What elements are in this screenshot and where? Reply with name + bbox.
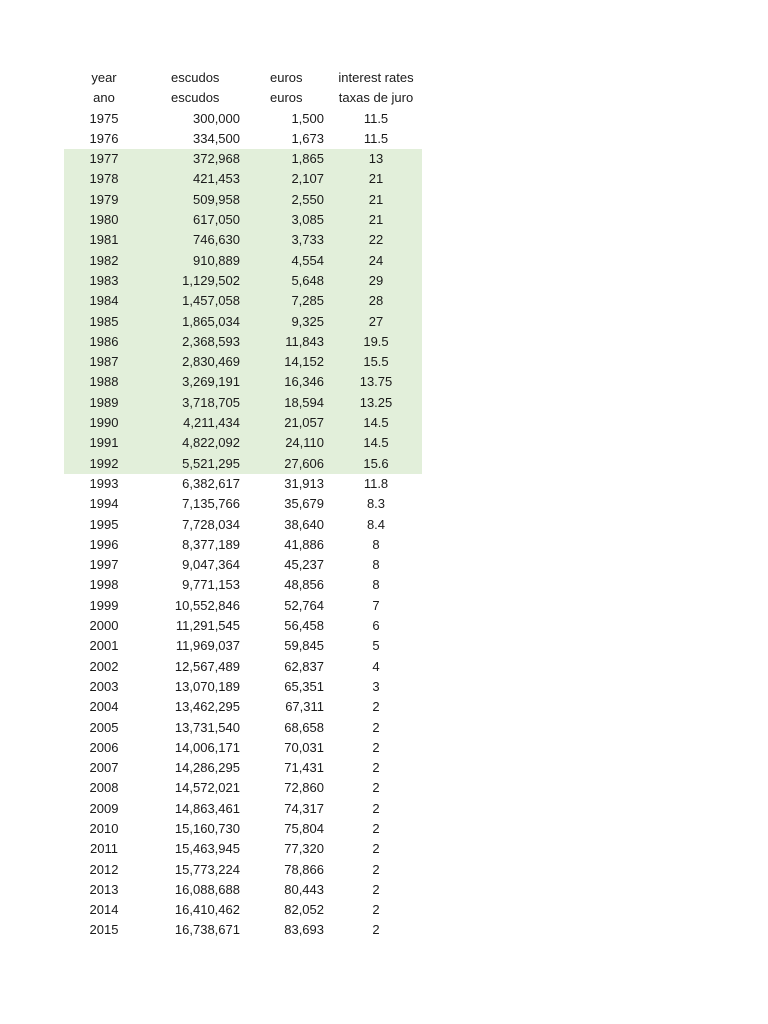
cell-year: 2008 xyxy=(89,780,119,796)
cell-euros: 72,860 xyxy=(284,780,324,796)
cell-year: 1996 xyxy=(89,536,119,552)
cell-escudos: 746,630 xyxy=(193,232,240,248)
cell-interest-rate: 15.6 xyxy=(363,455,389,471)
cell-euros: 2,550 xyxy=(291,191,324,207)
cell-escudos: 13,462,295 xyxy=(174,699,240,715)
table-row xyxy=(64,352,422,372)
cell-escudos: 910,889 xyxy=(193,252,240,268)
cell-interest-rate: 14.5 xyxy=(363,415,389,431)
cell-escudos: 12,567,489 xyxy=(174,658,240,674)
cell-escudos: 14,863,461 xyxy=(174,800,240,816)
cell-euros: 21,057 xyxy=(284,415,324,431)
cell-euros: 78,866 xyxy=(284,861,324,877)
table-row xyxy=(64,697,422,717)
table-row xyxy=(64,169,422,189)
header-escudos-pt: escudos xyxy=(171,90,220,106)
cell-escudos: 15,463,945 xyxy=(174,841,240,857)
cell-euros: 5,648 xyxy=(291,272,324,288)
cell-interest-rate: 2 xyxy=(372,820,380,836)
cell-euros: 1,673 xyxy=(291,130,324,146)
cell-escudos: 9,047,364 xyxy=(182,557,240,573)
cell-euros: 45,237 xyxy=(284,557,324,573)
cell-euros: 11,843 xyxy=(285,333,324,349)
cell-interest-rate: 14.5 xyxy=(363,435,389,451)
cell-escudos: 2,368,593 xyxy=(182,333,240,349)
cell-escudos: 10,552,846 xyxy=(174,597,240,613)
cell-euros: 74,317 xyxy=(284,800,324,816)
table-row xyxy=(64,413,422,433)
cell-interest-rate: 2 xyxy=(372,841,380,857)
cell-interest-rate: 2 xyxy=(372,760,380,776)
cell-interest-rate: 27 xyxy=(368,313,384,329)
cell-escudos: 16,410,462 xyxy=(174,902,240,918)
cell-interest-rate: 5 xyxy=(372,638,380,654)
cell-euros: 14,152 xyxy=(284,354,324,370)
cell-interest-rate: 2 xyxy=(372,861,380,877)
cell-year: 1978 xyxy=(89,171,119,187)
cell-interest-rate: 4 xyxy=(372,658,380,674)
cell-interest-rate: 19.5 xyxy=(363,333,389,349)
cell-escudos: 617,050 xyxy=(193,212,240,228)
cell-interest-rate: 11.8 xyxy=(363,475,389,491)
cell-year: 1975 xyxy=(89,110,119,126)
cell-escudos: 11,291,545 xyxy=(175,618,240,634)
table-row xyxy=(64,758,422,778)
table-row xyxy=(64,920,422,940)
cell-escudos: 1,865,034 xyxy=(182,313,240,329)
table-row xyxy=(64,109,422,129)
cell-escudos: 9,771,153 xyxy=(182,577,240,593)
cell-escudos: 3,269,191 xyxy=(182,374,240,390)
cell-euros: 38,640 xyxy=(284,516,324,532)
cell-year: 1994 xyxy=(89,496,119,512)
cell-year: 1989 xyxy=(89,394,119,410)
cell-interest-rate: 13.25 xyxy=(359,394,393,410)
cell-year: 1993 xyxy=(89,475,119,491)
cell-escudos: 3,718,705 xyxy=(182,394,240,410)
table-row xyxy=(64,230,422,250)
header-row xyxy=(64,68,422,88)
cell-year: 2011 xyxy=(90,841,118,857)
table-row xyxy=(64,454,422,474)
cell-interest-rate: 8.4 xyxy=(366,516,386,532)
table-row xyxy=(64,494,422,514)
cell-interest-rate: 2 xyxy=(372,699,380,715)
cell-euros: 41,886 xyxy=(284,536,324,552)
cell-euros: 7,285 xyxy=(291,293,324,309)
table-row xyxy=(64,271,422,291)
cell-year: 2000 xyxy=(89,618,119,634)
cell-euros: 56,458 xyxy=(284,618,324,634)
cell-year: 2015 xyxy=(89,922,119,938)
cell-escudos: 7,135,766 xyxy=(182,496,240,512)
cell-interest-rate: 2 xyxy=(372,922,380,938)
cell-euros: 65,351 xyxy=(284,678,324,694)
header-euros: euros xyxy=(270,70,303,85)
table-row xyxy=(64,880,422,900)
cell-euros: 3,085 xyxy=(291,212,324,228)
cell-euros: 35,679 xyxy=(284,496,324,512)
cell-year: 2013 xyxy=(89,881,119,897)
cell-euros: 2,107 xyxy=(291,171,324,187)
cell-interest-rate: 21 xyxy=(368,212,384,228)
cell-interest-rate: 22 xyxy=(368,232,384,248)
table-row xyxy=(64,433,422,453)
header-interest-rates: interest rates xyxy=(338,70,414,85)
cell-year: 1982 xyxy=(89,252,119,268)
header-ano: ano xyxy=(93,90,115,106)
table-row xyxy=(64,778,422,798)
cell-year: 1977 xyxy=(89,151,119,167)
cell-escudos: 4,211,434 xyxy=(183,415,240,431)
cell-year: 1984 xyxy=(89,293,119,309)
cell-year: 1986 xyxy=(89,333,119,349)
cell-euros: 18,594 xyxy=(284,394,324,410)
table-row xyxy=(64,636,422,656)
cell-euros: 71,431 xyxy=(284,760,324,776)
cell-escudos: 14,006,171 xyxy=(174,739,240,755)
cell-euros: 70,031 xyxy=(284,739,324,755)
table-row xyxy=(64,332,422,352)
cell-euros: 80,443 xyxy=(284,881,324,897)
table-row xyxy=(64,575,422,595)
cell-euros: 59,845 xyxy=(284,638,324,654)
cell-interest-rate: 29 xyxy=(368,272,384,288)
table-row xyxy=(64,596,422,616)
cell-year: 1980 xyxy=(89,212,119,228)
table-row xyxy=(64,190,422,210)
cell-euros: 82,052 xyxy=(284,902,324,918)
cell-euros: 75,804 xyxy=(284,820,324,836)
cell-euros: 83,693 xyxy=(284,922,324,938)
cell-year: 1995 xyxy=(89,516,119,532)
table-row xyxy=(64,616,422,636)
cell-escudos: 11,969,037 xyxy=(175,638,240,654)
cell-year: 1990 xyxy=(89,415,119,431)
cell-euros: 1,865 xyxy=(291,151,324,167)
header-escudos: escudos xyxy=(171,70,220,85)
cell-interest-rate: 2 xyxy=(372,780,380,796)
cell-year: 2002 xyxy=(89,658,119,674)
table-row xyxy=(64,535,422,555)
cell-escudos: 14,572,021 xyxy=(174,780,240,796)
cell-interest-rate: 2 xyxy=(372,800,380,816)
cell-escudos: 4,822,092 xyxy=(182,435,240,451)
cell-escudos: 2,830,469 xyxy=(182,354,240,370)
cell-escudos: 6,382,617 xyxy=(182,475,240,491)
cell-year: 2004 xyxy=(89,699,119,715)
cell-escudos: 13,070,189 xyxy=(174,678,240,694)
cell-escudos: 1,457,058 xyxy=(182,293,240,309)
cell-interest-rate: 8 xyxy=(372,557,380,573)
table-row xyxy=(64,900,422,920)
cell-interest-rate: 13 xyxy=(368,151,384,167)
cell-year: 1991 xyxy=(89,435,119,451)
cell-year: 1981 xyxy=(89,232,119,248)
spreadsheet-table xyxy=(64,68,422,941)
cell-euros: 77,320 xyxy=(284,841,324,857)
table-row xyxy=(64,515,422,535)
table-row xyxy=(64,474,422,494)
header-euros-pt: euros xyxy=(270,90,303,106)
table-row xyxy=(64,657,422,677)
cell-escudos: 16,088,688 xyxy=(174,881,240,897)
cell-euros: 52,764 xyxy=(284,597,324,613)
header-row-portuguese xyxy=(64,88,422,108)
table-row xyxy=(64,738,422,758)
cell-interest-rate: 3 xyxy=(372,678,380,694)
cell-interest-rate: 2 xyxy=(372,881,380,897)
table-row xyxy=(64,291,422,311)
cell-euros: 67,311 xyxy=(285,699,324,715)
cell-year: 2007 xyxy=(89,760,119,776)
cell-interest-rate: 21 xyxy=(368,171,384,187)
table-row xyxy=(64,149,422,169)
cell-euros: 48,856 xyxy=(284,577,324,593)
cell-year: 2001 xyxy=(89,638,119,654)
table-row xyxy=(64,251,422,271)
cell-year: 1997 xyxy=(89,557,119,573)
cell-euros: 31,913 xyxy=(284,475,324,491)
cell-escudos: 13,731,540 xyxy=(174,719,240,735)
cell-escudos: 14,286,295 xyxy=(174,760,240,776)
cell-euros: 68,658 xyxy=(284,719,324,735)
cell-escudos: 372,968 xyxy=(193,151,240,167)
table-row xyxy=(64,677,422,697)
table-row xyxy=(64,555,422,575)
table-row xyxy=(64,839,422,859)
cell-euros: 1,500 xyxy=(291,110,324,126)
cell-interest-rate: 15.5 xyxy=(363,354,389,370)
cell-euros: 4,554 xyxy=(291,252,324,268)
cell-escudos: 1,129,502 xyxy=(182,272,240,288)
cell-escudos: 509,958 xyxy=(193,191,240,207)
cell-year: 1985 xyxy=(89,313,119,329)
table-row xyxy=(64,860,422,880)
table-row xyxy=(64,210,422,230)
cell-interest-rate: 13.75 xyxy=(359,374,393,390)
cell-escudos: 334,500 xyxy=(193,130,240,146)
table-row xyxy=(64,372,422,392)
cell-interest-rate: 8 xyxy=(372,577,380,593)
cell-escudos: 300,000 xyxy=(193,110,240,126)
cell-interest-rate: 2 xyxy=(372,902,380,918)
cell-escudos: 16,738,671 xyxy=(174,922,240,938)
cell-year: 2009 xyxy=(89,800,119,816)
cell-euros: 16,346 xyxy=(284,374,324,390)
table-row xyxy=(64,718,422,738)
cell-year: 2005 xyxy=(89,719,119,735)
cell-year: 1983 xyxy=(89,272,119,288)
cell-year: 1992 xyxy=(89,455,119,471)
table-body xyxy=(64,109,422,941)
cell-interest-rate: 2 xyxy=(372,719,380,735)
header-year: year xyxy=(91,70,117,85)
cell-year: 1979 xyxy=(89,191,119,207)
cell-interest-rate: 6 xyxy=(372,618,380,634)
cell-euros: 27,606 xyxy=(284,455,324,471)
cell-escudos: 8,377,189 xyxy=(182,536,240,552)
cell-year: 2006 xyxy=(89,739,119,755)
cell-euros: 24,110 xyxy=(285,435,324,451)
table-row xyxy=(64,819,422,839)
cell-year: 1987 xyxy=(89,354,119,370)
cell-year: 1988 xyxy=(89,374,119,390)
cell-interest-rate: 8.3 xyxy=(366,496,386,512)
cell-year: 1976 xyxy=(89,130,119,146)
table-row xyxy=(64,393,422,413)
cell-year: 2010 xyxy=(89,820,119,836)
cell-interest-rate: 28 xyxy=(368,293,384,309)
cell-interest-rate: 7 xyxy=(372,597,380,613)
cell-year: 2003 xyxy=(89,678,119,694)
cell-year: 2012 xyxy=(89,861,119,877)
cell-escudos: 15,773,224 xyxy=(174,861,240,877)
table-row xyxy=(64,799,422,819)
cell-euros: 62,837 xyxy=(284,658,324,674)
cell-interest-rate: 24 xyxy=(368,252,384,268)
cell-euros: 9,325 xyxy=(291,313,324,329)
cell-euros: 3,733 xyxy=(291,232,324,248)
table-row xyxy=(64,129,422,149)
cell-escudos: 15,160,730 xyxy=(174,820,240,836)
cell-interest-rate: 11.5 xyxy=(363,130,389,146)
cell-escudos: 5,521,295 xyxy=(182,455,240,471)
cell-interest-rate: 8 xyxy=(372,536,380,552)
cell-interest-rate: 21 xyxy=(368,191,384,207)
header-taxas-de-juro: taxas de juro xyxy=(338,90,414,106)
cell-interest-rate: 2 xyxy=(372,739,380,755)
cell-year: 2014 xyxy=(89,902,119,918)
cell-year: 1998 xyxy=(89,577,119,593)
cell-escudos: 7,728,034 xyxy=(182,516,240,532)
cell-escudos: 421,453 xyxy=(193,171,240,187)
cell-interest-rate: 11.5 xyxy=(363,110,389,126)
table-row xyxy=(64,312,422,332)
cell-year: 1999 xyxy=(89,597,119,613)
